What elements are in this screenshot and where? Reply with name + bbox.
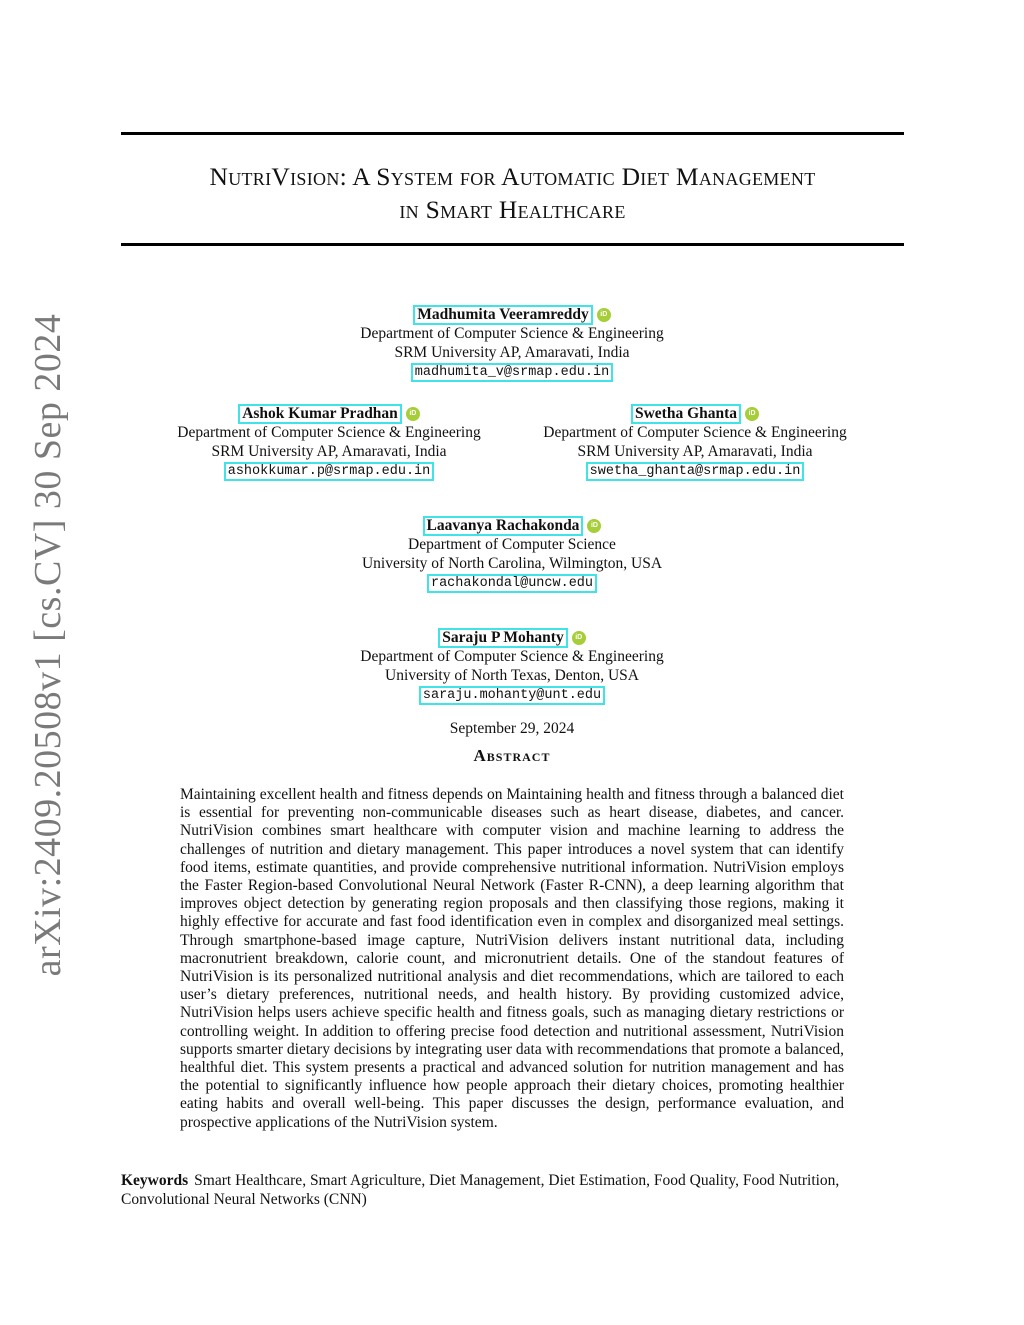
- paper-title: [121, 160, 904, 226]
- author-block-3: [495, 404, 895, 481]
- author-affiliation: SRM University AP, Amaravati, India: [211, 442, 447, 460]
- author-name-link[interactable]: Swetha Ghanta: [631, 404, 741, 424]
- author-department: Department of Computer Science: [408, 536, 616, 553]
- author-name-link[interactable]: Saraju P Mohanty: [438, 628, 567, 648]
- author-block-4: [212, 516, 812, 593]
- author-department: Department of Computer Science & Engineering: [543, 424, 847, 441]
- author-email-link[interactable]: madhumita_v@srmap.edu.in: [411, 363, 613, 382]
- keywords-section: [121, 1172, 907, 1209]
- author-department: Department of Computer Science & Engineering: [360, 648, 664, 665]
- author-name-link[interactable]: Madhumita Veeramreddy: [413, 305, 593, 325]
- author-email-link[interactable]: saraju.mohanty@unt.edu: [419, 686, 605, 705]
- author-name-link[interactable]: Ashok Kumar Pradhan: [238, 404, 402, 424]
- paper-title-line-2: in Smart Healthcare: [399, 195, 626, 224]
- author-block-2: [129, 404, 529, 481]
- abstract-heading: Abstract: [473, 746, 551, 765]
- author-department: Department of Computer Science & Engineering: [177, 424, 481, 441]
- orcid-icon[interactable]: iD: [406, 407, 420, 421]
- title-bottom-rule: [121, 243, 904, 246]
- author-name-link[interactable]: Laavanya Rachakonda: [423, 516, 584, 536]
- author-department: Department of Computer Science & Engineering: [360, 325, 664, 342]
- author-block-5: [212, 628, 812, 705]
- orcid-icon[interactable]: iD: [572, 631, 586, 645]
- author-block-1: [212, 305, 812, 382]
- arxiv-identifier-stamp: arXiv:2409.20508v1 [cs.CV] 30 Sep 2024: [27, 313, 69, 977]
- keywords-label: Keywords: [121, 1172, 189, 1189]
- orcid-icon[interactable]: iD: [597, 308, 611, 322]
- abstract-body: Maintaining excellent health and fitness depends on Maintaining health and fitness through a balanced diet is essential for preventing non-communicable diseases such as heart disease, diabetes, and cancer. NutriVision combines smart healthcare with computer vision and machine learning to address the challenges of nutrition and dietary management. This paper introduces a novel system that can identify food items, estimate quantities, and provide comprehensive nutritional information. NutriVision employs the Faster Region-based Convolutional Neural Network (Faster R-CNN), a deep learning algorithm that improves object detection by generating region proposals and then classifying those regions, making it highly effective for accurate and fast food identification even in complex and disorganized meal settings. Through smartphone-based image capture, NutriVision delivers instant nutritional data, including macronutrient breakdown, calorie count, and micronutrient details. One of the standout features of NutriVision is its personalized nutritional analysis and diet recommendations, which are tailored to each user’s dietary preferences, nutritional needs, and health history. By providing customized advice, NutriVision helps users achieve specific health and fitness goals, such as managing dietary restrictions or controlling weight. In addition to offering precise food detection and nutritional assessment, NutriVision supports smarter dietary decisions by integrating user data with recommendations that promote a balanced, healthful diet. This system presents a practical and advanced solution for nutrition management and has the potential to significantly influence how people approach their dietary choices, promoting healthier eating habits and overall well-being. This paper discusses the design, performance evaluation, and prospective applications of the NutriVision system.: [180, 786, 844, 1131]
- author-email-link[interactable]: ashokkumar.p@srmap.edu.in: [224, 462, 435, 481]
- author-affiliation: University of North Texas, Denton, USA: [385, 666, 639, 684]
- author-email-link[interactable]: swetha_ghanta@srmap.edu.in: [586, 462, 805, 481]
- orcid-icon[interactable]: iD: [587, 519, 601, 533]
- orcid-icon[interactable]: iD: [745, 407, 759, 421]
- author-affiliation: SRM University AP, Amaravati, India: [394, 343, 630, 361]
- author-email-link[interactable]: rachakondal@uncw.edu: [427, 574, 597, 593]
- keywords-text: Smart Healthcare, Smart Agriculture, Diet Management, Diet Estimation, Food Quality, Food Nutrition, Convolutional Neural Networks (CNN): [121, 1172, 840, 1208]
- author-affiliation: University of North Carolina, Wilmington, USA: [361, 554, 663, 572]
- publication-date: September 29, 2024: [449, 720, 575, 737]
- paper-title-line-1: NutriVision: A System for Automatic Diet Management: [209, 162, 816, 191]
- title-top-rule: [121, 132, 904, 135]
- author-affiliation: SRM University AP, Amaravati, India: [577, 442, 813, 460]
